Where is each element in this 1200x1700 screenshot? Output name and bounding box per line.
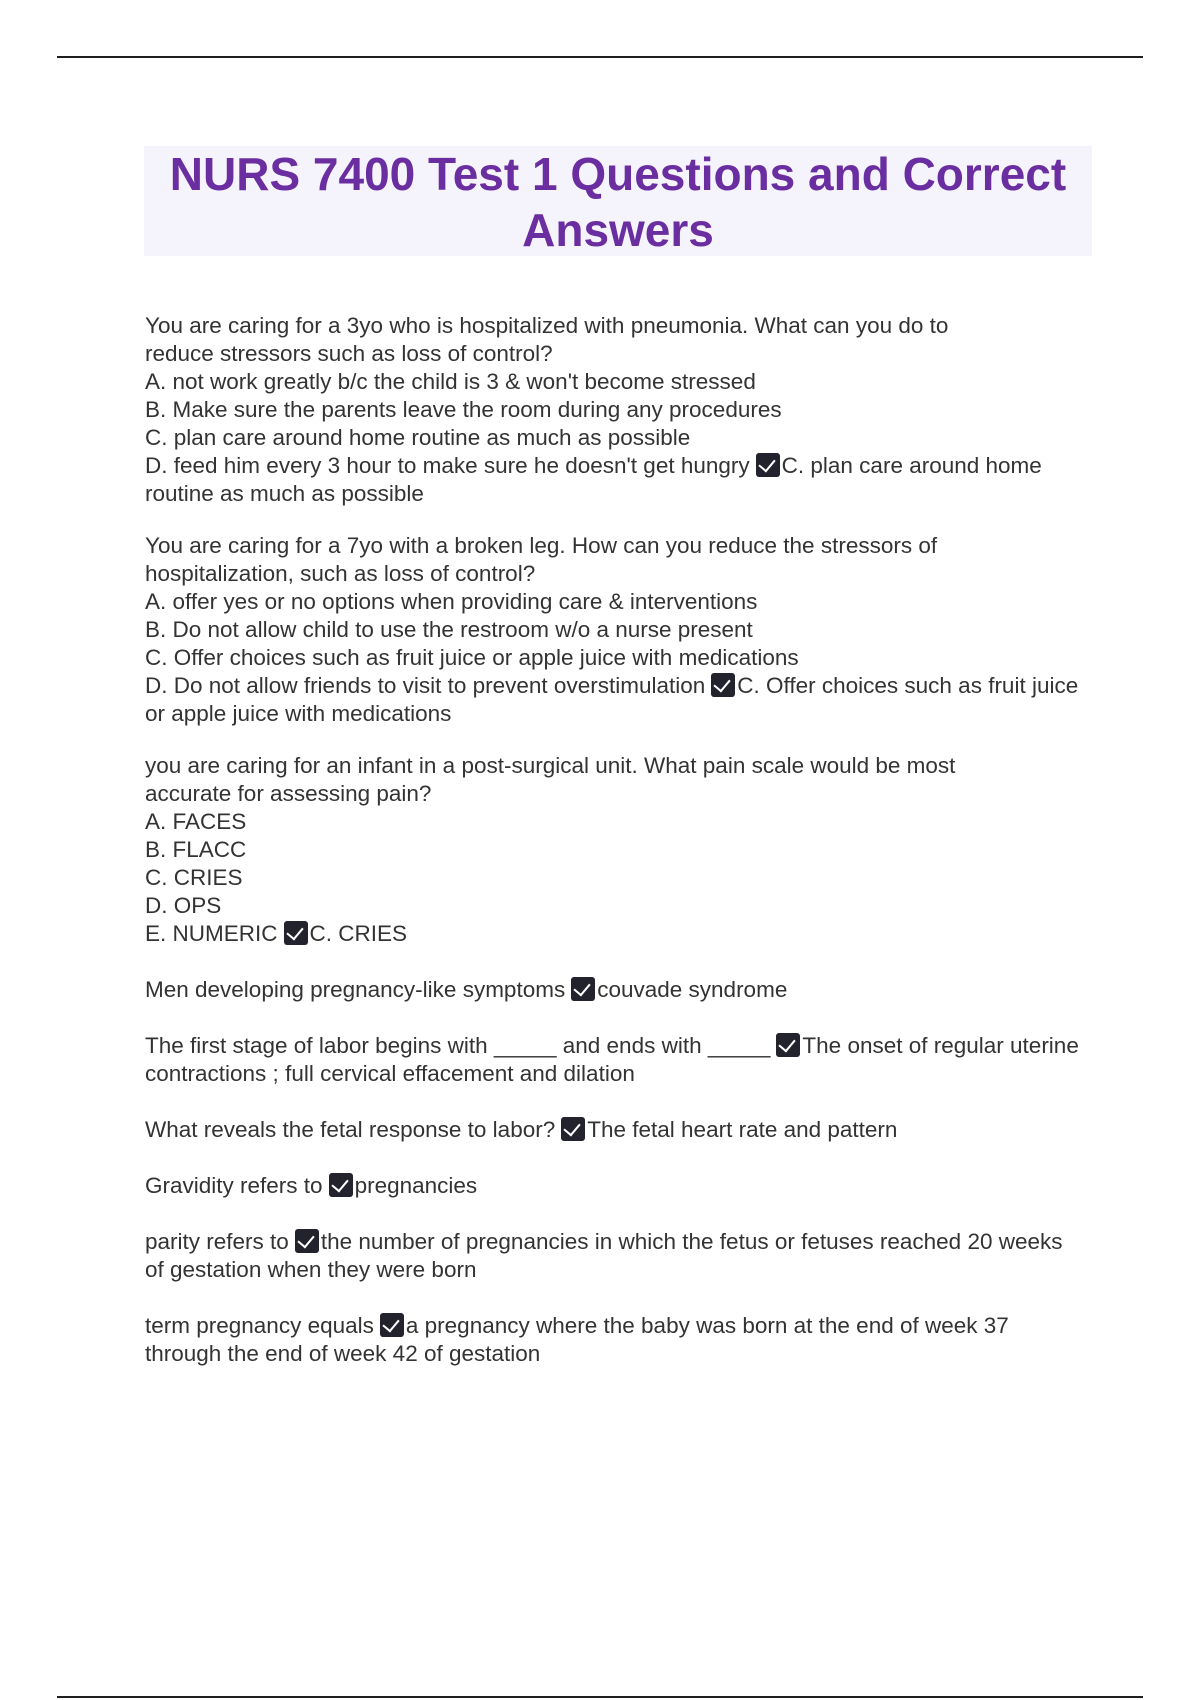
answer-text: C. Offer choices such as fruit juice or apple juice with medications xyxy=(145,673,1079,726)
checkmark-icon xyxy=(561,1117,585,1141)
option-line: D. Do not allow friends to visit to prevent overstimulation xyxy=(145,673,706,698)
answer-text: The fetal heart rate and pattern xyxy=(587,1117,898,1142)
bottom-rule xyxy=(57,1696,1143,1698)
qa-item xyxy=(145,1172,1085,1200)
answer-text: the number of pregnancies in which the fetus or fetuses reached 20 weeks of gestation when they were born xyxy=(145,1229,1063,1282)
checkmark-icon xyxy=(284,921,308,945)
question-text: Gravidity refers to xyxy=(145,1173,323,1198)
qa-item xyxy=(145,532,1085,728)
checkmark-icon xyxy=(329,1173,353,1197)
question-text: The first stage of labor begins with _____ and ends with _____ xyxy=(145,1033,771,1058)
question-text: Men developing pregnancy-like symptoms xyxy=(145,977,566,1002)
answer-text: C. plan care around home routine as much as possible xyxy=(145,453,1042,506)
checkmark-icon xyxy=(571,977,595,1001)
question-line: You are caring for a 3yo who is hospitalized with pneumonia. What can you do to xyxy=(145,313,949,338)
checkmark-icon xyxy=(295,1229,319,1253)
qa-item xyxy=(145,1032,1085,1088)
option-line: E. NUMERIC xyxy=(145,921,278,946)
checkmark-icon xyxy=(380,1313,404,1337)
qa-item xyxy=(145,1116,1085,1144)
answer-text: The onset of regular uterine contractions ; full cervical effacement and dilation xyxy=(145,1033,1079,1086)
option-line: C. CRIES xyxy=(145,865,243,890)
option-line: A. not work greatly b/c the child is 3 & won't become stressed xyxy=(145,369,756,394)
option-line: A. FACES xyxy=(145,809,247,834)
question-text: What reveals the fetal response to labor? xyxy=(145,1117,556,1142)
option-line: B. Do not allow child to use the restroom w/o a nurse present xyxy=(145,617,753,642)
option-line: B. Make sure the parents leave the room during any procedures xyxy=(145,397,782,422)
qa-list xyxy=(145,312,1085,1390)
checkmark-icon xyxy=(756,453,780,477)
qa-item xyxy=(145,312,1085,508)
top-rule xyxy=(57,56,1143,58)
qa-item xyxy=(145,976,1085,1004)
checkmark-icon xyxy=(776,1033,800,1057)
question-text: term pregnancy equals xyxy=(145,1313,374,1338)
option-line: D. feed him every 3 hour to make sure he doesn't get hungry xyxy=(145,453,750,478)
answer-text: C. CRIES xyxy=(309,921,408,946)
option-line: A. offer yes or no options when providing care & interventions xyxy=(145,589,758,614)
option-line: B. FLACC xyxy=(145,837,247,862)
question-line: you are caring for an infant in a post-surgical unit. What pain scale would be most xyxy=(145,753,956,778)
option-line: C. Offer choices such as fruit juice or apple juice with medications xyxy=(145,645,799,670)
question-line: You are caring for a 7yo with a broken leg. How can you reduce the stressors of xyxy=(145,533,938,558)
title-box xyxy=(144,146,1092,256)
answer-text: a pregnancy where the baby was born at the end of week 37 through the end of week 42 of gestation xyxy=(145,1313,1009,1366)
page-title: NURS 7400 Test 1 Questions and Correct Answers xyxy=(169,148,1067,256)
answer-text: pregnancies xyxy=(354,1173,478,1198)
question-line: reduce stressors such as loss of control? xyxy=(145,341,553,366)
question-text: parity refers to xyxy=(145,1229,289,1254)
qa-item xyxy=(145,1312,1085,1368)
answer-text: couvade syndrome xyxy=(597,977,788,1002)
option-line: C. plan care around home routine as much as possible xyxy=(145,425,691,450)
qa-item xyxy=(145,752,1085,948)
qa-item xyxy=(145,1228,1085,1284)
question-line: accurate for assessing pain? xyxy=(145,781,432,806)
checkmark-icon xyxy=(711,673,735,697)
option-line: D. OPS xyxy=(145,893,222,918)
question-line: hospitalization, such as loss of control? xyxy=(145,561,536,586)
